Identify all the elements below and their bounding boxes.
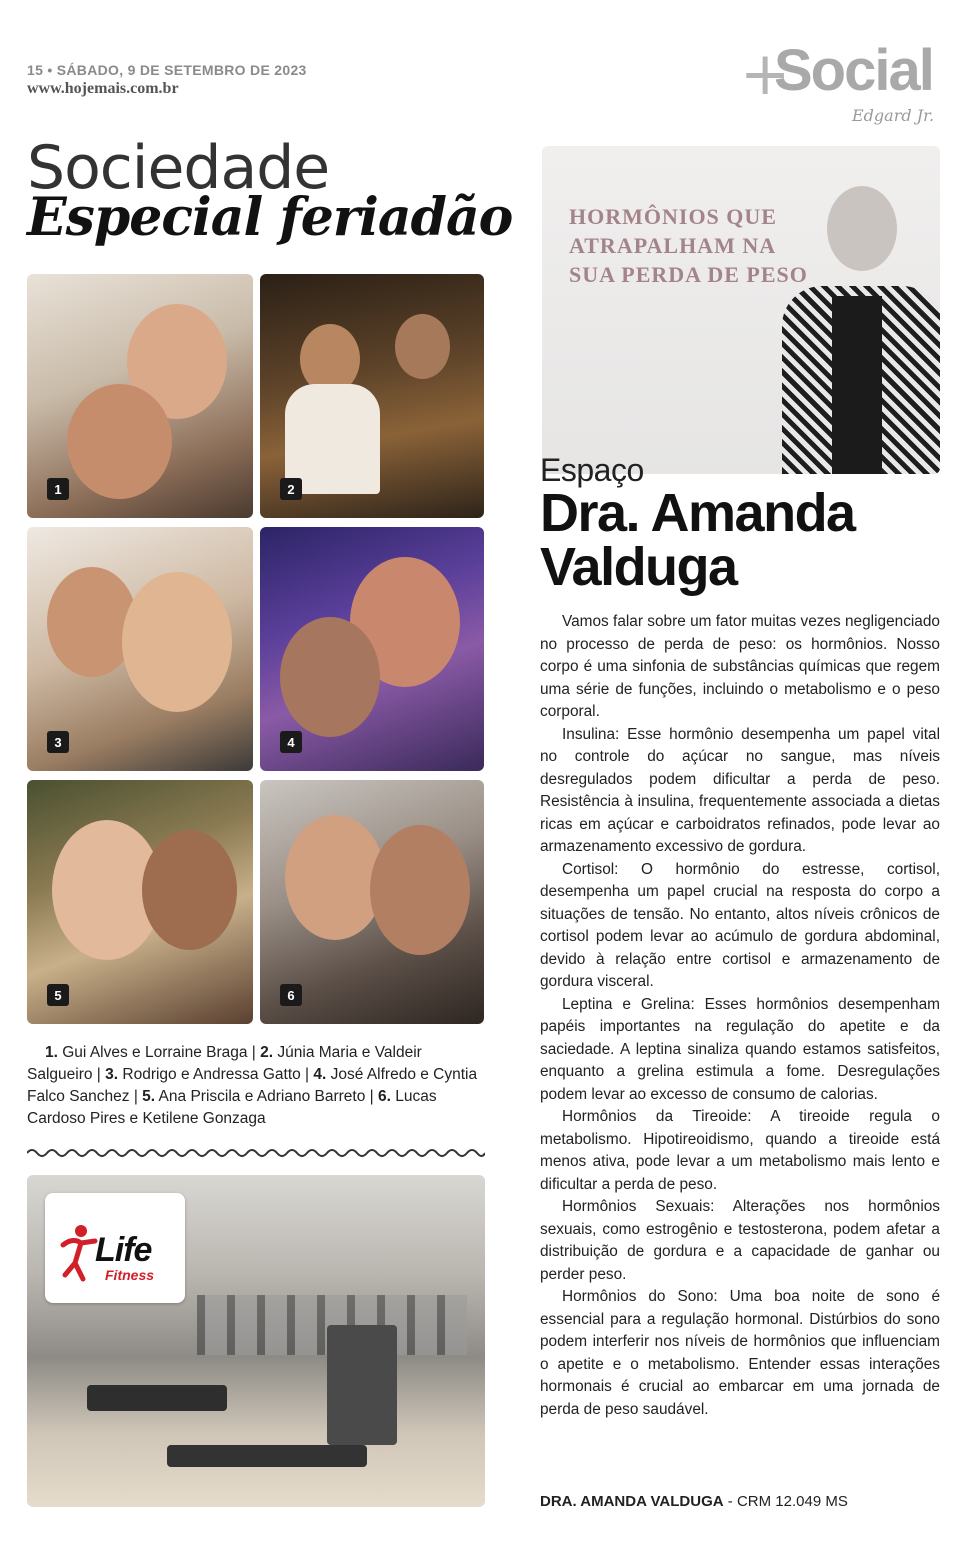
caption-num: 3. xyxy=(105,1066,119,1083)
page-date-line: 15 • SÁBADO, 9 DE SETEMBRO DE 2023 xyxy=(27,62,307,78)
caption-num: 2. xyxy=(260,1044,274,1061)
photo-4 xyxy=(260,527,484,771)
article-body xyxy=(540,611,940,1421)
caption-text: Lucas Cardoso Pires e Ketilene Gonzaga xyxy=(27,1088,437,1127)
article-byline xyxy=(540,1493,848,1510)
byline-separator: - xyxy=(723,1493,737,1510)
photo-6-figure-2 xyxy=(370,825,470,955)
column-author-name: Dra. Amanda Valduga xyxy=(540,483,855,597)
photo-5-figure-2 xyxy=(142,830,237,950)
social-column-logo xyxy=(740,38,940,132)
column-label: Espaço xyxy=(540,452,644,488)
article-paragraph: Vamos falar sobre um fator muitas vezes negligenciado no processo de perda de peso: os hormônios. Nosso corpo é uma sinfonia de substâncias químicas que regem uma série de funções, incluindo o metabolismo e o peso corporal. xyxy=(540,613,940,720)
photo-6 xyxy=(260,780,484,1024)
gym-machine xyxy=(327,1325,397,1445)
caption-num: 1. xyxy=(45,1044,58,1061)
caption-text: Gui Alves e Lorraine Braga | xyxy=(57,1044,261,1061)
byline-name: DRA. AMANDA VALDUGA xyxy=(540,1493,724,1510)
portrait-head xyxy=(827,186,897,271)
logo-plus: + xyxy=(740,39,791,109)
caption-text: José Alfredo e Cyntia Falco Sanchez | xyxy=(27,1066,478,1105)
article-paragraph: Cortisol: O hormônio do estresse, cortisol, desempenha um papel crucial na resposta do corpo a situações de tensão. No entanto, altos níveis crônicos de cortisol podem levar ao acúmulo de gordura abdominal, devido à relação entre cortisol e armazenamento de gordura visceral. xyxy=(540,860,940,990)
caption-num: 4. xyxy=(313,1066,327,1083)
gym-advertisement[interactable] xyxy=(27,1175,485,1507)
wave-divider xyxy=(27,1146,485,1160)
column-banner xyxy=(542,146,940,474)
caption-num: 6. xyxy=(377,1088,391,1105)
section-subtitle: Especial feriadão xyxy=(27,187,513,248)
photo-3-figure-2 xyxy=(122,572,232,712)
gym-brand: Life xyxy=(95,1231,152,1269)
runner-icon xyxy=(59,1223,99,1283)
photo-number-badge: 4 xyxy=(280,731,302,753)
logo-word: Social xyxy=(774,38,933,103)
doctor-portrait xyxy=(772,176,940,474)
portrait-top xyxy=(832,296,882,474)
photo-1 xyxy=(27,274,253,518)
photo-3 xyxy=(27,527,253,771)
banner-title: HORMÔNIOS QUE ATRAPALHAM NA SUA PERDA DE PESO xyxy=(569,204,808,287)
caption-text: Rodrigo e Andressa Gatto | xyxy=(118,1066,314,1083)
photo-number-badge: 6 xyxy=(280,984,302,1006)
byline-crm: CRM 12.049 MS xyxy=(736,1493,848,1510)
caption-num: 5. xyxy=(142,1088,156,1105)
article-paragraph: Leptina e Grelina: Esses hormônios desempenham papéis importantes na regulação do apetite e da saciedade. A leptina sinaliza quando estamos satisfeitos, enquanto a grelina estimula a fome. Desregulações podem levar ao excesso de consumo de calorias. xyxy=(540,995,940,1103)
caption-text: Júnia Maria e Valdeir Salgueiro | xyxy=(27,1044,422,1083)
photo-number-badge: 1 xyxy=(47,478,69,500)
gym-bench-2 xyxy=(167,1445,367,1467)
photo-number-badge: 3 xyxy=(47,731,69,753)
life-fitness-logo xyxy=(45,1193,185,1303)
section-title: Sociedade xyxy=(27,133,330,203)
gym-tagline: Fitness xyxy=(105,1267,155,1283)
photo-4-figure-2 xyxy=(280,617,380,737)
photo-caption xyxy=(27,1042,487,1130)
photo-number-badge: 5 xyxy=(47,984,69,1006)
photo-number-badge: 2 xyxy=(280,478,302,500)
article-paragraph: Hormônios Sexuais: Alterações nos hormônios sexuais, como estrogênio e testosterona, podem afetar a distribuição de gordura e a capacidade de ganhar ou perder peso. xyxy=(540,1198,940,1283)
article-paragraph: Insulina: Esse hormônio desempenha um papel vital no controle do açúcar no sangue, mas níveis desregulados podem dificultar a perda de peso. Resistência à insulina, frequentemente associada a dietas ricas em açúcar e carboidratos refinados, pode levar ao armazenamento excessivo de gordura. xyxy=(540,725,940,855)
article-paragraph: Hormônios do Sono: Uma boa noite de sono é essencial para a regulação hormonal. Distúrbios do sono podem interferir nos níveis de hormônios que influenciam o apetite e o metabolismo. Entender essas interações hormonais é crucial ao embarcar em uma jornada de perda de peso saudável. xyxy=(540,1288,940,1418)
gym-bench xyxy=(87,1385,227,1411)
article-paragraph: Hormônios da Tireoide: A tireoide regula o metabolismo. Hipotireoidismo, quando a tireoide está menos ativa, pode levar a um metabolismo mais lento e dificultar a perda de peso. xyxy=(540,1108,940,1193)
photo-2-figure-2 xyxy=(395,314,450,379)
site-url[interactable]: www.hojemais.com.br xyxy=(27,80,179,97)
caption-text: Ana Priscila e Adriano Barreto | xyxy=(155,1088,378,1105)
photo-1-figure-2 xyxy=(67,384,172,499)
logo-signature: Edgard Jr. xyxy=(852,106,935,125)
photo-2 xyxy=(260,274,484,518)
photo-5 xyxy=(27,780,253,1024)
